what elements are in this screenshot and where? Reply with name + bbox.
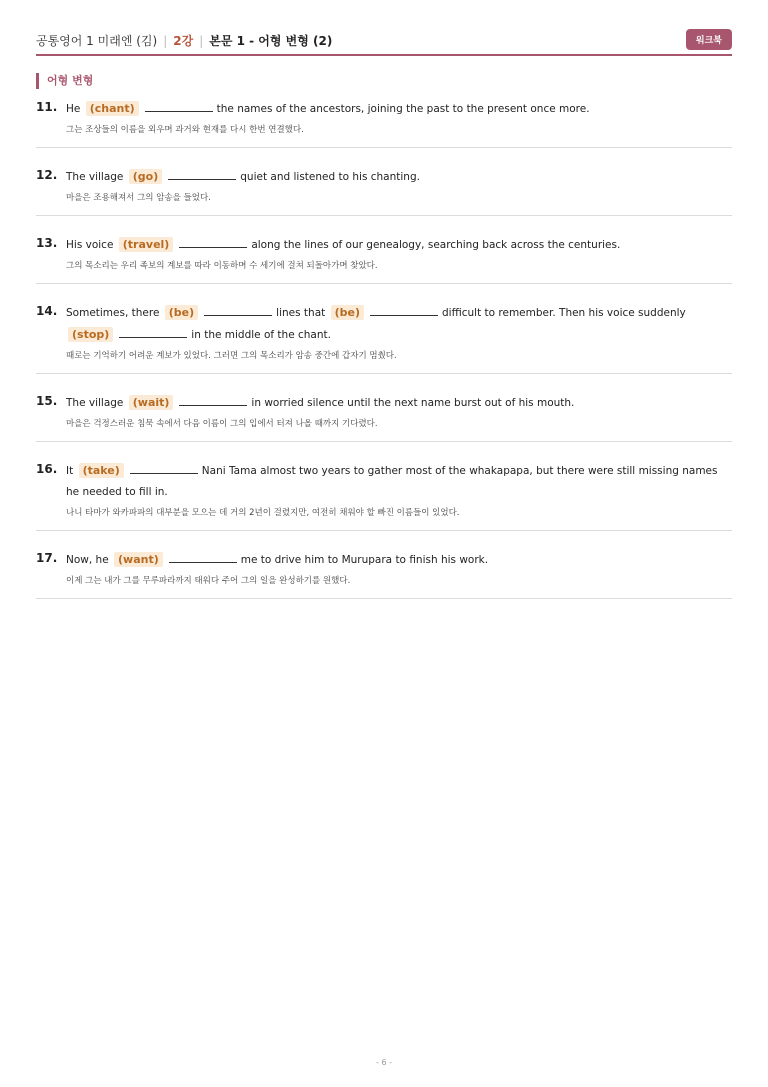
sentence-text: the names of the ancestors, joining the past to the present once more. <box>216 103 590 115</box>
question-number: 11. <box>36 100 58 114</box>
verb-hint: (go) <box>129 169 163 184</box>
answer-blank[interactable] <box>179 236 247 248</box>
question-item <box>36 284 732 374</box>
answer-blank[interactable] <box>168 168 236 180</box>
korean-translation: 때로는 기억하기 어려운 계보가 있었다. 그러면 그의 목소리가 암송 중간에 갑자기 멈췄다. <box>66 351 397 361</box>
korean-translation: 마을은 걱정스러운 침묵 속에서 다음 이름이 그의 입에서 터져 나올 때까지 기다렸다. <box>66 419 378 429</box>
sentence-text: Sometimes, there <box>66 307 160 319</box>
verb-hint: (want) <box>114 552 163 567</box>
page-number: - 6 - <box>376 1058 392 1067</box>
question-item <box>36 148 732 216</box>
verb-hint: (stop) <box>68 327 113 342</box>
question-item <box>36 374 732 442</box>
question-item <box>36 531 732 599</box>
question-sentence <box>66 166 732 188</box>
question-list <box>36 96 732 599</box>
question-sentence <box>66 549 732 571</box>
answer-blank[interactable] <box>370 304 438 316</box>
question-number: 14. <box>36 304 58 318</box>
answer-blank[interactable] <box>145 100 213 112</box>
question-item <box>36 216 732 284</box>
sentence-text: The village <box>66 397 124 409</box>
header-separator: | <box>163 33 168 48</box>
sentence-text: The village <box>66 171 124 183</box>
lesson-label: 2강 <box>173 34 194 48</box>
question-sentence <box>66 98 732 120</box>
sentence-text: along the lines of our genealogy, searching back across the centuries. <box>251 239 621 251</box>
page-title: 본문 1 - 어형 변형 (2) <box>209 34 333 48</box>
verb-hint: (be) <box>331 305 364 320</box>
question-sentence <box>66 460 732 503</box>
question-item <box>36 442 732 531</box>
verb-hint: (be) <box>165 305 198 320</box>
answer-blank[interactable] <box>130 462 198 474</box>
question-number: 12. <box>36 168 58 182</box>
sentence-text: It <box>66 465 74 477</box>
korean-translation: 그는 조상들의 이름을 외우며 과거와 현재를 다시 한번 연결했다. <box>66 125 304 135</box>
verb-hint: (wait) <box>129 395 174 410</box>
verb-hint: (travel) <box>119 237 174 252</box>
sentence-text: lines that <box>276 307 326 319</box>
sentence-text: His voice <box>66 239 114 251</box>
sentence-text: quiet and listened to his chanting. <box>240 171 420 183</box>
answer-blank[interactable] <box>204 304 272 316</box>
question-number: 13. <box>36 236 58 250</box>
question-sentence <box>66 302 732 346</box>
korean-translation: 나니 타마가 와카파파의 대부분을 모으는 데 거의 2년이 걸렸지만, 여전히 채워야 할 빠진 이름들이 있었다. <box>66 508 460 518</box>
question-number: 15. <box>36 394 58 408</box>
verb-hint: (chant) <box>86 101 139 116</box>
question-item <box>36 96 732 148</box>
answer-blank[interactable] <box>179 394 247 406</box>
answer-blank[interactable] <box>119 326 187 338</box>
page-header <box>36 28 732 56</box>
sentence-text: He <box>66 103 81 115</box>
question-sentence <box>66 234 732 256</box>
answer-blank[interactable] <box>169 551 237 563</box>
book-title: 공통영어 1 미래엔 (김) <box>36 34 158 48</box>
sentence-text: me to drive him to Murupara to finish his work. <box>240 554 489 566</box>
question-number: 17. <box>36 551 58 565</box>
sentence-text: difficult to remember. Then his voice suddenly <box>442 307 686 319</box>
sentence-text: Now, he <box>66 554 109 566</box>
workbook-badge: 워크북 <box>686 29 732 50</box>
section-title: 어형 변형 <box>36 73 93 89</box>
question-number: 16. <box>36 462 58 476</box>
question-sentence <box>66 392 732 414</box>
sentence-text: Nani Tama almost two years to gather most of the whakapapa, but there were still missing names he needed to fill in. <box>66 465 718 498</box>
korean-translation: 마을은 조용해져서 그의 암송을 들었다. <box>66 193 211 203</box>
header-breadcrumb <box>36 32 332 49</box>
header-separator: | <box>199 33 204 48</box>
sentence-text: in worried silence until the next name burst out of his mouth. <box>251 397 575 409</box>
korean-translation: 그의 목소리는 우리 족보의 계보를 따라 이동하며 수 세기에 걸쳐 되돌아가며 찾았다. <box>66 261 378 271</box>
korean-translation: 이제 그는 내가 그를 무루파라까지 태워다 주어 그의 일을 완성하기를 원했다. <box>66 576 351 586</box>
sentence-text: in the middle of the chant. <box>191 329 331 341</box>
verb-hint: (take) <box>79 463 124 478</box>
